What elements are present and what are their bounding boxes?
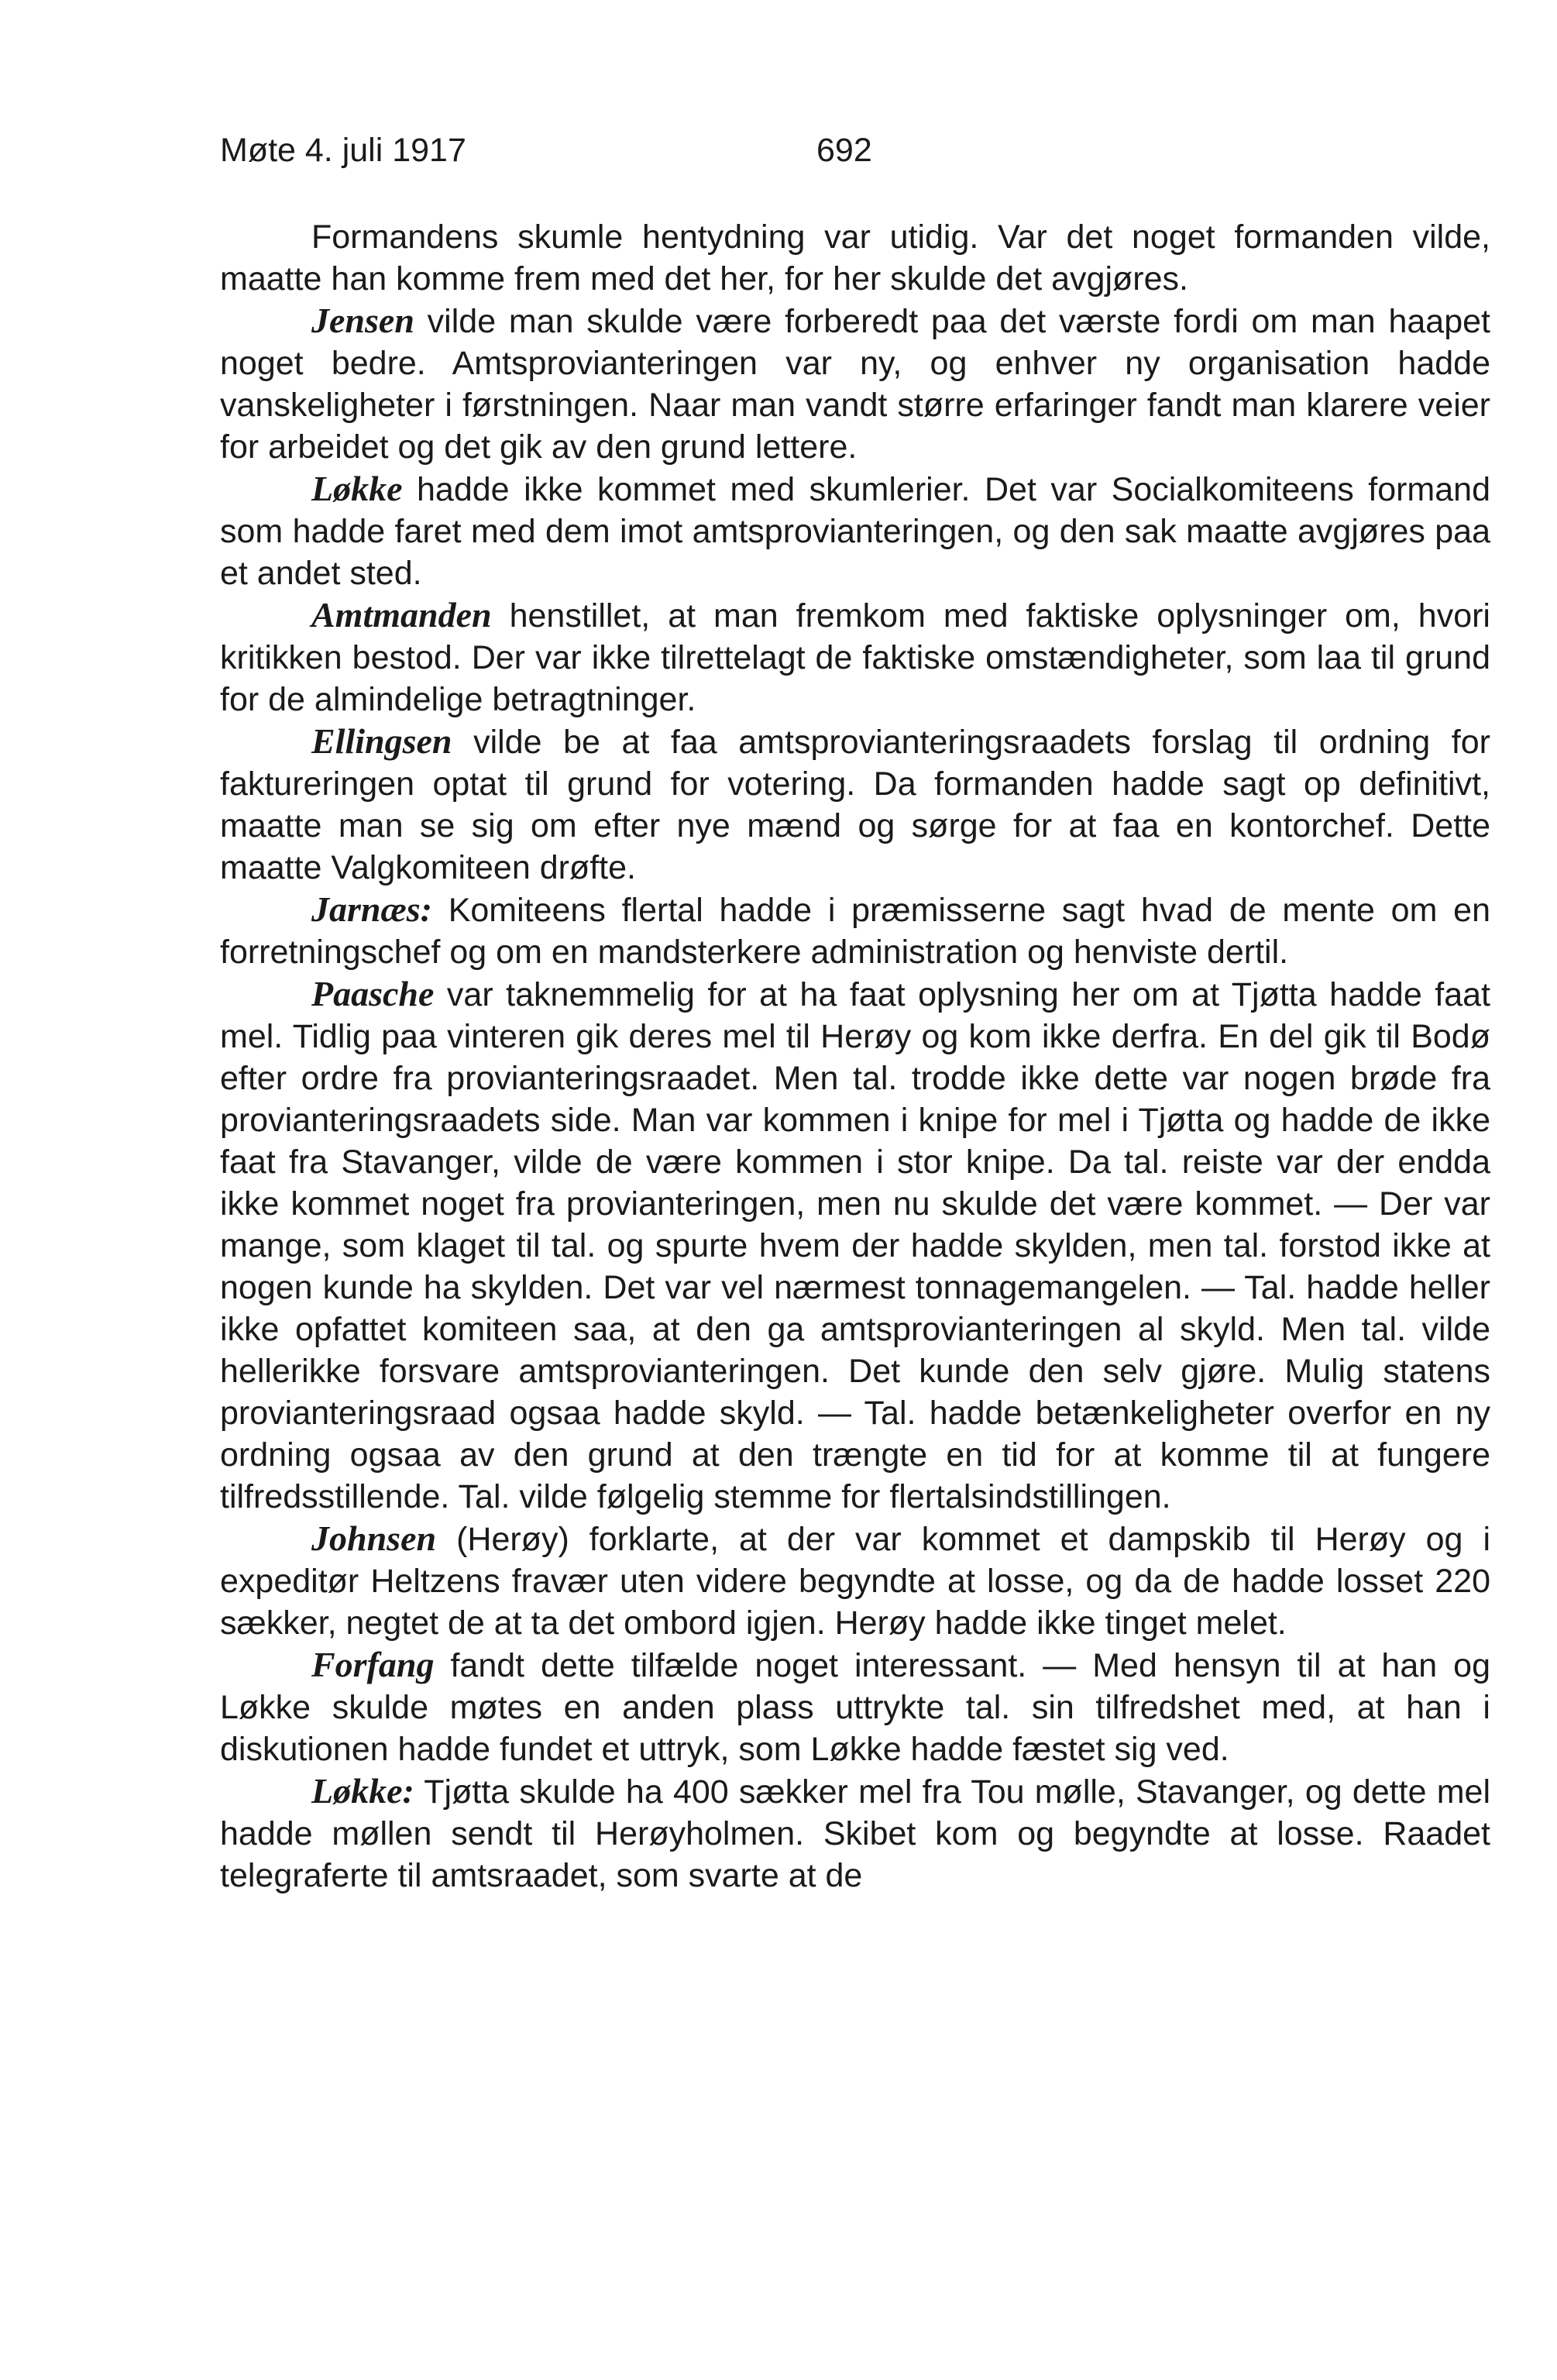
speaker-name: Paasche xyxy=(311,974,435,1013)
paragraph xyxy=(220,721,1490,889)
speaker-name: Jarnæs: xyxy=(311,889,432,929)
paragraph-text: Tjøtta skulde ha 400 sækker mel fra Tou mølle, Stavanger, og dette mel hadde møllen sendt til Herøyholmen. Skibet kom og begyndte at losse. Raadet telegraferte til amtsraadet, som svarte at de xyxy=(220,1773,1490,1894)
paragraph xyxy=(220,300,1490,468)
paragraph xyxy=(220,889,1490,973)
speaker-name: Løkke xyxy=(311,469,403,508)
paragraph xyxy=(220,215,1490,300)
document-body xyxy=(220,215,1490,1897)
page-number: 692 xyxy=(816,132,872,169)
paragraph-text: hadde ikke kommet med skumlerier. Det var Socialkomiteens formand som hadde faret med dem imot amtsprovianteringen, og den sak maatte avgjøres paa et andet sted. xyxy=(220,471,1490,592)
speaker-name: Jensen xyxy=(311,301,414,340)
speaker-name: Amtmanden xyxy=(311,595,492,635)
meeting-date: Møte 4. juli 1917 xyxy=(220,132,466,169)
paragraph xyxy=(220,973,1490,1518)
paragraph xyxy=(220,1644,1490,1770)
speaker-name: Forfang xyxy=(311,1645,435,1684)
speaker-name: Johnsen xyxy=(311,1518,437,1558)
paragraph-text: fandt dette tilfælde noget interessant. — Med hensyn til at han og Løkke skulde møtes en anden plass uttrykte tal. sin tilfredshet med, at han i diskutionen hadde fundet et uttryk, som Løkke hadde fæstet sig ved. xyxy=(220,1647,1490,1768)
paragraph xyxy=(220,594,1490,721)
paragraph-text: vilde be at faa amtsprovianteringsraadets forslag til ordning for faktureringen optat til grund for votering. Da formanden hadde sagt op definitivt, maatte man se sig om efter nye mænd og sørge for at faa en kontorchef. Dette maatte Valgkomiteen drøfte. xyxy=(220,724,1490,886)
paragraph xyxy=(220,1770,1490,1897)
paragraph xyxy=(220,1518,1490,1644)
page-header xyxy=(220,132,1490,186)
paragraph xyxy=(220,468,1490,594)
paragraph-text: Komiteens flertal hadde i præmisserne sagt hvad de mente om en forretningschef og om en mandsterkere administration og henviste dertil. xyxy=(220,892,1490,971)
paragraph-text: (Herøy) forklarte, at der var kommet et dampskib til Herøy og i expeditør Heltzens fravær uten videre begyndte at losse, og da de hadde losset 220 sækker, negtet de at ta det ombord igjen. Herøy hadde ikke tinget melet. xyxy=(220,1521,1490,1642)
speaker-name: Løkke: xyxy=(311,1771,414,1811)
document-page xyxy=(220,132,1490,1897)
paragraph-text: vilde man skulde være forberedt paa det værste fordi om man haapet noget bedre. Amtsprovianteringen var ny, og enhver ny organisation hadde vanskeligheter i førstningen. Naar man vandt større erfaringer fandt man klarere veier for arbeidet og det gik av den grund lettere. xyxy=(220,303,1490,466)
speaker-name: Ellingsen xyxy=(311,721,452,761)
paragraph-text: var taknemmelig for at ha faat oplysning her om at Tjøtta hadde faat mel. Tidlig paa vinteren gik deres mel til Herøy og kom ikke derfra. En del gik til Bodø efter ordre fra provianteringsraadet. Men tal. trodde ikke dette var nogen brøde fra provianteringsraadets side. Man var kommen i knipe for mel i Tjøtta og hadde de ikke faat fra Stavanger, vilde de være kommen i stor knipe. Da tal. reiste var der endda ikke kommet noget fra provianteringen, men nu skulde det være kommet. — Der var mange, som klaget til tal. og spurte hvem der hadde skylden, men tal. forstod ikke at nogen kunde ha skylden. Det var vel nærmest tonnagemangelen. — Tal. hadde heller ikke opfattet komiteen saa, at den ga amtsprovianteringen al skyld. Men tal. vilde hellerikke forsvare amtsprovianteringen. Det kunde den selv gjøre. Mulig statens provianteringsraad ogsaa hadde skyld. — Tal. hadde betænkeligheter overfor en ny ordning ogsaa av den grund at den trængte en tid for at komme til at fungere tilfredsstillende. Tal. vilde følgelig stemme for flertalsindstillingen. xyxy=(220,976,1490,1515)
paragraph-text: Formandens skumle hentydning var utidig. Var det noget formanden vilde, maatte han komme frem med det her, for her skulde det avgjøres. xyxy=(220,218,1490,298)
paragraph-text: henstillet, at man fremkom med faktiske oplysninger om, hvori kritikken bestod. Der var ikke tilrettelagt de faktiske omstændigheter, som laa til grund for de almindelige betragtninger. xyxy=(220,597,1490,718)
